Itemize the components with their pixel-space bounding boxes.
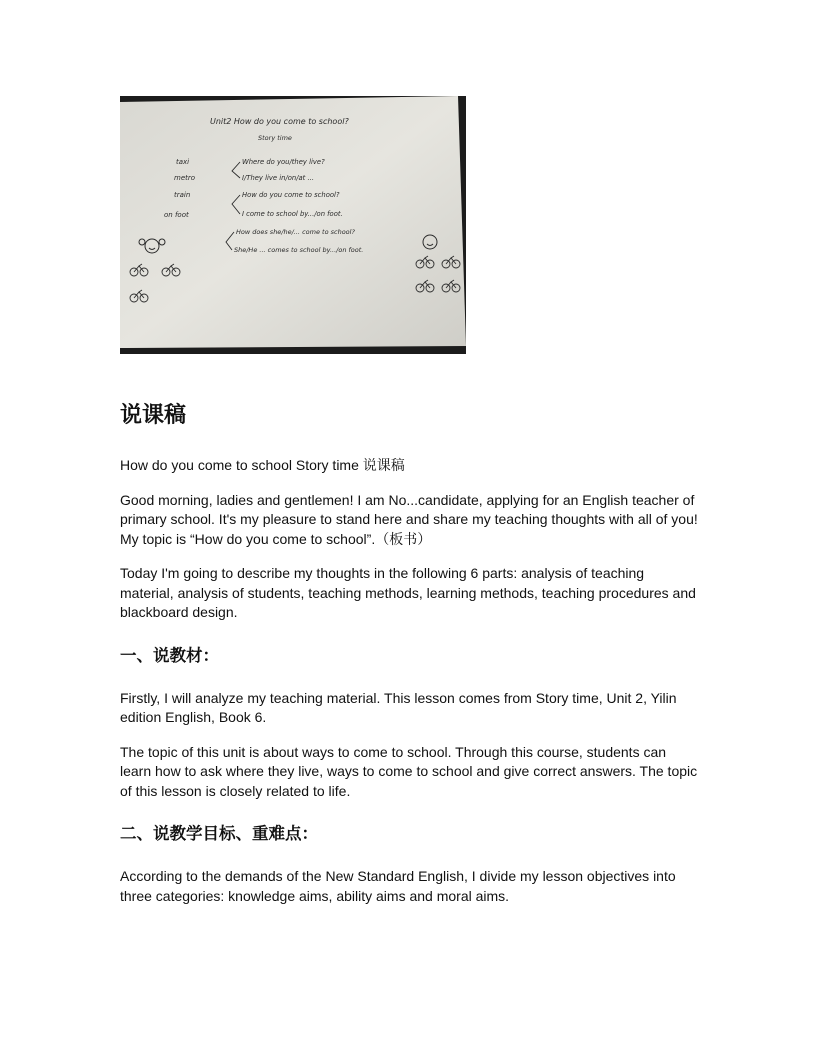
board-vocab-1: taxi [176, 158, 190, 166]
paragraph: How do you come to school Story time 说课稿 [120, 457, 405, 473]
document-title: 说课稿 [120, 402, 187, 427]
board-vocab-3: train [174, 191, 191, 199]
board-sentence-4: I come to school by.../on foot. [242, 210, 343, 218]
blackboard-photo [120, 96, 466, 354]
board-subtitle: Story time [258, 134, 292, 142]
board-sentence-1: Where do you/they live? [242, 158, 325, 166]
section-heading: 一、说教材： [120, 646, 219, 665]
board-sentence-5: How does she/he/... come to school? [236, 228, 355, 236]
document-body [120, 400, 700, 921]
paragraph: Today I'm going to describe my thoughts in the following 6 parts: analysis of teaching material, analysis of students, teaching methods, learning methods, teaching procedures and blackboard design. [120, 565, 696, 620]
board-vocab-4: on foot [164, 211, 189, 219]
board-sentence-6: She/He ... comes to school by.../on foot. [234, 246, 364, 254]
section-heading: 二、说教学目标、重难点： [120, 825, 318, 843]
board-title: Unit2 How do you come to school? [210, 117, 349, 126]
paragraph: Firstly, I will analyze my teaching material. This lesson comes from Story time, Unit 2, Yilin edition English, Book 6. [120, 689, 677, 725]
paragraph: The topic of this unit is about ways to come to school. Through this course, students can learn how to ask where they live, ways to come to school and give correct answers. The topic of this lesson is closely related to life. [120, 743, 698, 799]
blackboard-drawing [120, 96, 466, 354]
board-sentence-2: I/They live in/on/at ... [242, 174, 314, 182]
paragraph: Good morning, ladies and gentlemen! I am No...candidate, applying for an English teacher of primary school. It's my pleasure to stand here and share my teaching thoughts with all of you! My topic is “How do you come to school”.（板书） [120, 491, 698, 547]
board-vocab-2: metro [174, 174, 196, 182]
whiteboard-surface [120, 96, 466, 348]
board-sentence-3: How do you come to school? [242, 191, 340, 199]
paragraph: According to the demands of the New Standard English, I divide my lesson objectives into three categories: knowledge aims, ability aims and moral aims. [120, 868, 676, 904]
